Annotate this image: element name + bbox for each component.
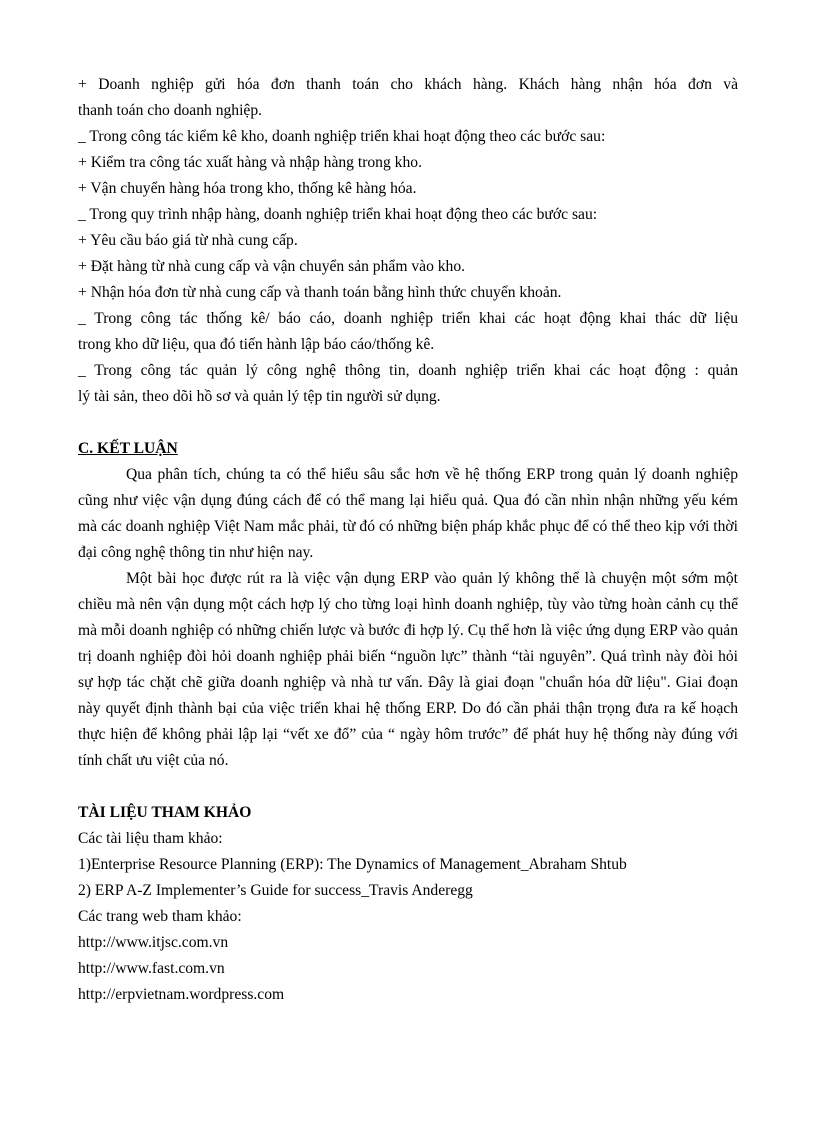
website-link[interactable]: http://www.fast.com.vn	[78, 960, 225, 977]
text-line: _ Trong công tác kiểm kê kho, doanh nghiệp triển khai hoạt động theo các bước sau:	[78, 128, 606, 145]
text-line: + Kiểm tra công tác xuất hàng và nhập hàng trong kho.	[78, 154, 422, 171]
text-line: + Vận chuyển hàng hóa trong kho, thống kê hàng hóa.	[78, 180, 417, 197]
text-line: _ Trong công tác thống kê/ báo cáo, doanh nghiệp triển khai các hoạt động khai thác dữ liệu	[78, 310, 738, 327]
text-line: _ Trong quy trình nhập hàng, doanh nghiệp triển khai hoạt động theo các bước sau:	[78, 206, 598, 223]
text-line: + Yêu cầu báo giá từ nhà cung cấp.	[78, 232, 298, 249]
references-section	[78, 800, 738, 1008]
conclusion-paragraph: Qua phân tích, chúng ta có thể hiểu sâu sắc hơn về hệ thống ERP trong quản lý doanh nghiệp cũng như việc vận dụng đúng cách để có thể mang lại hiểu quả. Qua đó cần nhìn nhận những yếu kém mà các doanh nghiệp Việt Nam mắc phải, từ đó có những biện pháp khắc phục để có thể theo kịp với thời đại công nghệ thông tin như hiện nay.	[78, 466, 738, 561]
references-docs-label: Các tài liệu tham khảo:	[78, 830, 223, 847]
reference-item: 2) ERP A-Z Implementer’s Guide for success_Travis Anderegg	[78, 882, 473, 899]
reference-item: 1)Enterprise Resource Planning (ERP): The Dynamics of Management_Abraham Shtub	[78, 856, 627, 873]
website-link[interactable]: http://erpvietnam.wordpress.com	[78, 986, 285, 1003]
conclusion-paragraph: Một bài học được rút ra là việc vận dụng ERP vào quản lý không thể là chuyện một sớm một chiều mà nên vận dụng một cách hợp lý cho từng loại hình doanh nghiệp, tùy vào từng hoàn cảnh cụ thể mà mỗi doanh nghiệp có những chiến lược và bước đi hợp lý. Cụ thể hơn là việc ứng dụng ERP vào quản trị doanh nghiệp đòi hỏi doanh nghiệp phải biến “nguồn lực” thành “tài nguyên”. Quá trình này đòi hỏi sự hợp tác chặt chẽ giữa doanh nghiệp và nhà tư vấn. Đây là giai đoạn "chuẩn hóa dữ liệu". Giai đoạn này quyết định thành bại của việc triển khai hệ thống ERP. Do đó cần phải thận trọng đưa ra kế hoạch thực hiện để không phải lập lại “vết xe đổ” của “ ngày hôm trước” để phát huy hệ thống này đúng với tính chất ưu việt của nó.	[78, 570, 738, 769]
document-page	[78, 72, 738, 1008]
section-b-body	[78, 72, 738, 410]
text-line: + Nhận hóa đơn từ nhà cung cấp và thanh toán bằng hình thức chuyển khoản.	[78, 284, 562, 301]
website-link[interactable]: http://www.itjsc.com.vn	[78, 934, 229, 951]
text-line: trong kho dữ liệu, qua đó tiến hành lập báo cáo/thống kê.	[78, 336, 435, 353]
text-line: + Doanh nghiệp gửi hóa đơn thanh toán cho khách hàng. Khách hàng nhận hóa đơn và	[78, 76, 738, 93]
text-line: _ Trong công tác quản lý công nghệ thông tin, doanh nghiệp triển khai các hoạt động : quản	[78, 362, 738, 379]
text-line: lý tài sản, theo dõi hồ sơ và quản lý tệp tin người sử dụng.	[78, 388, 441, 405]
text-line: thanh toán cho doanh nghiệp.	[78, 102, 263, 119]
references-heading: TÀI LIỆU THAM KHẢO	[78, 804, 252, 821]
text-line: + Đặt hàng từ nhà cung cấp và vận chuyển sản phẩm vào kho.	[78, 258, 466, 275]
conclusion-heading: C. KẾT LUẬN	[78, 440, 178, 457]
conclusion-section	[78, 436, 738, 774]
references-web-label: Các trang web tham khảo:	[78, 908, 242, 925]
